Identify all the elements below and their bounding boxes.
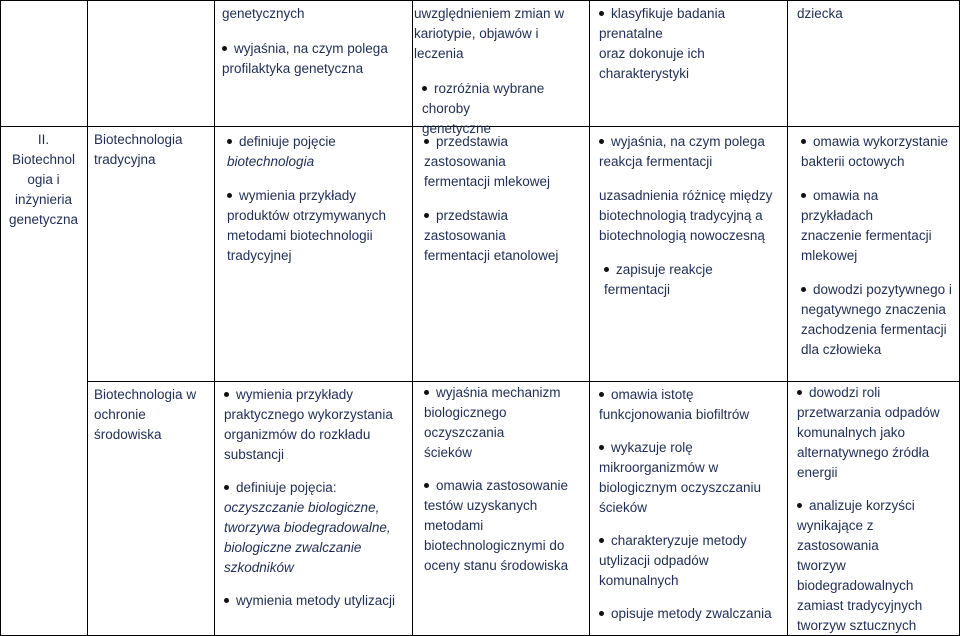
text-line: wyjaśnia, na czym polega (234, 41, 388, 56)
s2-col3 (412, 132, 589, 266)
s3-col4 (589, 385, 787, 624)
top-col2 (214, 4, 412, 79)
top-col4 (589, 4, 787, 84)
bullet-icon (224, 598, 229, 603)
s3-col2 (214, 385, 412, 611)
text-line: funkcjonowania biofiltrów (599, 407, 750, 422)
bullet-icon (599, 445, 604, 450)
text-line: dowodzi pozytywnego i (813, 282, 952, 297)
text-line: analizuje korzyści (809, 498, 915, 513)
bullet-icon (424, 483, 429, 488)
text-line: tworzyw (797, 558, 846, 573)
top-col3 (412, 4, 589, 139)
text-line: omawia na przykładach (801, 188, 879, 223)
text-line: wymienia metody utylizacji (236, 593, 396, 608)
text-line: zapisuje reakcje fermentacji (604, 262, 713, 297)
s3-col5 (787, 383, 959, 636)
top-col2-text-1: genetycznych (222, 6, 305, 21)
text-line: rozróżnia wybrane choroby (422, 81, 545, 116)
text-line: produktów otrzymywanych (227, 208, 387, 223)
topic-traditional (87, 130, 214, 170)
text-line: zachodzenia fermentacji (801, 322, 947, 337)
s2-col5 (787, 132, 959, 360)
text-line: szkodników (224, 560, 294, 575)
grid-line-top (0, 0, 960, 1)
text-line: wyjaśnia, na czym polega (611, 134, 765, 149)
text-line: wymienia przykłady (239, 188, 357, 203)
text-line: przetwarzania odpadów (797, 405, 940, 420)
text-line: fermentacji mlekowej (424, 174, 551, 189)
text-line: genetyczna (8, 212, 79, 227)
text-line: mlekowej (801, 248, 858, 263)
text-line: uzasadnienia różnicę między (599, 188, 773, 203)
text-line: komunalnych (599, 573, 679, 588)
bullet-icon (227, 139, 232, 144)
text-line: tradycyjna (94, 152, 156, 167)
bullet-icon (599, 139, 604, 144)
text-line: środowiska (94, 427, 162, 442)
text-line: dziecka (797, 6, 843, 21)
text-line: oczyszczanie biologiczne, (224, 500, 380, 515)
text-line: wyjaśnia mechanizm (436, 385, 561, 400)
text-line: Biotechnologia (94, 132, 183, 147)
text-line: przedstawia zastosowania (424, 134, 509, 169)
bullet-icon (227, 193, 232, 198)
bullet-icon (801, 193, 806, 198)
text-line: charakteryzuje metody (611, 533, 747, 548)
text-line: fermentacji etanolowej (424, 248, 559, 263)
text-line: wynikające z zastosowania (797, 518, 879, 553)
text-line: alternatywnego źródła (797, 445, 930, 460)
text-line: Biotechnol (11, 152, 76, 167)
bullet-icon (797, 503, 802, 508)
text-line: testów uzyskanych (424, 498, 538, 513)
text-line: omawia zastosowanie (436, 478, 569, 493)
text-line: organizmów do rozkładu (224, 427, 371, 442)
text-line: uwzględnieniem zmian w (414, 6, 565, 21)
bullet-icon (801, 287, 806, 292)
text-line: biologicznym oczyszczaniu (599, 480, 762, 495)
bullet-icon (801, 139, 806, 144)
text-line: energii (797, 465, 838, 480)
text-line: kariotypie, objawów i (414, 26, 539, 41)
top-col5 (787, 4, 959, 24)
s3-col3 (412, 383, 589, 576)
text-line: biotechnologią tradycyjną a (599, 208, 763, 223)
text-line: tradycyjnej (227, 248, 292, 263)
text-line: praktycznego wykorzystania (224, 407, 393, 422)
text-line: genetyczne (422, 121, 492, 136)
section-number: II. (37, 132, 50, 147)
text-line: negatywnego znaczenia (801, 302, 946, 317)
text-line: biologicznego oczyszczania (424, 405, 507, 440)
s2-col2 (214, 132, 412, 266)
grid-line-v0 (0, 0, 1, 636)
text-line: dla człowieka (801, 342, 882, 357)
bullet-icon (599, 611, 604, 616)
text-line: ścieków (599, 500, 648, 515)
top-col2-item-2 (222, 39, 406, 79)
text-line: komunalnych jako (797, 425, 906, 440)
text-line: ogia i (27, 172, 60, 187)
bullet-icon (599, 538, 604, 543)
text-line: charakterystyki (599, 66, 690, 81)
text-line: leczenia (414, 46, 464, 61)
grid-line-v1 (87, 0, 88, 636)
bullet-icon (424, 139, 429, 144)
text-line: profilaktyka genetyczna (222, 61, 364, 76)
bullet-icon (422, 86, 427, 91)
text-line: definiuje pojęcia: (236, 480, 337, 495)
text-line: znaczenie fermentacji (801, 228, 932, 243)
topic-environment (87, 385, 214, 445)
section-title (0, 130, 87, 230)
text-line: dowodzi roli (809, 385, 881, 400)
text-line: biotechnologią nowoczesną (599, 228, 765, 243)
top-col3-item-2 (414, 79, 583, 139)
text-line: biotechnologicznymi do (424, 538, 565, 553)
text-line: reakcja fermentacji (599, 154, 713, 169)
text-line: mikroorganizmów w (599, 460, 719, 475)
text-line: bakterii octowych (801, 154, 905, 169)
bullet-icon (424, 213, 429, 218)
bullet-icon (224, 392, 229, 397)
bullet-icon (424, 390, 429, 395)
text-line: omawia wykorzystanie (813, 134, 949, 149)
text-line: wykazuje rolę (611, 440, 693, 455)
text-line: ścieków (424, 445, 473, 460)
text-line: wymienia przykłady (236, 387, 354, 402)
text-line: omawia istotę (611, 387, 694, 402)
bullet-icon (797, 390, 802, 395)
text-line: metodami (424, 518, 484, 533)
bullet-icon (604, 267, 609, 272)
text-line: przedstawia zastosowania (424, 208, 509, 243)
text-line: biotechnologia (227, 154, 315, 169)
text-line: klasyfikuje badania prenatalne (599, 6, 726, 41)
bullet-icon (222, 46, 227, 51)
s2-col4 (589, 132, 787, 300)
bullet-icon (599, 11, 604, 16)
text-line: biologiczne zwalczanie (224, 540, 362, 555)
grid-line-row2 (87, 381, 960, 382)
text-line: ochronie (94, 407, 146, 422)
bullet-icon (599, 392, 604, 397)
text-line: metodami biotechnologii (227, 228, 373, 243)
text-line: definiuje pojęcie (239, 134, 336, 149)
text-line: oceny stanu środowiska (424, 558, 569, 573)
text-line: utylizacji odpadów (599, 553, 709, 568)
text-line: tworzywa biodegradowalne, (224, 520, 391, 535)
text-line: Biotechnologia w (94, 387, 197, 402)
text-line: zamiast tradycyjnych (797, 598, 923, 613)
text-line: biodegradowalnych (797, 578, 914, 593)
text-line: inżynieria (14, 192, 73, 207)
text-line: opisuje metody zwalczania (611, 606, 772, 621)
text-line: oraz dokonuje ich (599, 46, 705, 61)
bullet-icon (224, 485, 229, 490)
text-line: substancji (224, 447, 285, 462)
text-line: tworzyw sztucznych (797, 618, 917, 633)
